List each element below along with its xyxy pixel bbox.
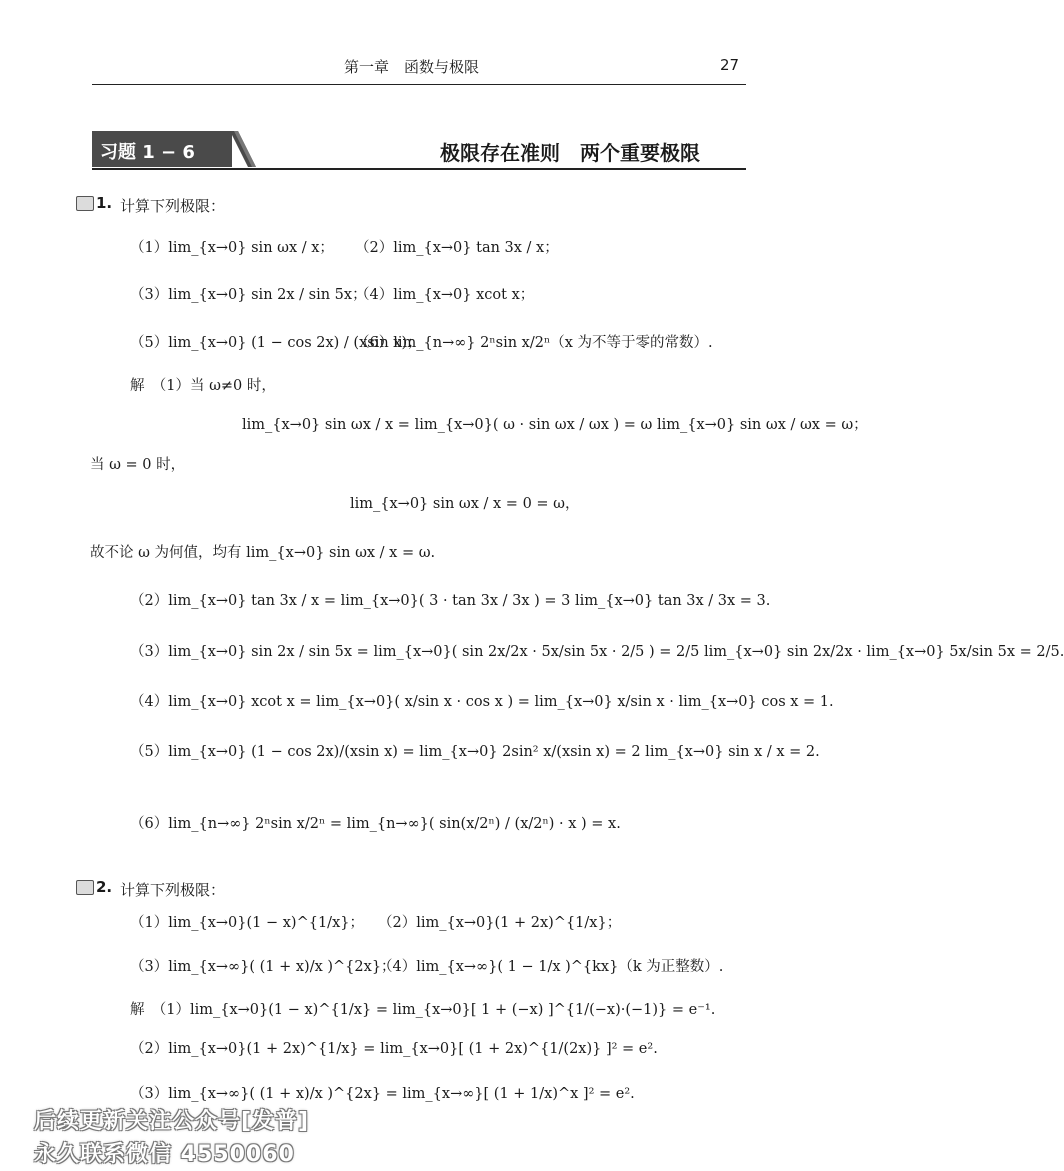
p2-solution-2: （2）lim_{x→0}(1 + 2x)^{1/x} = lim_{x→0}[ (1 + 2x)^{1/(2x)} ]² = e². — [130, 1041, 658, 1057]
question-icon — [76, 880, 94, 895]
p1-item-2: （2）lim_{x→0} tan 3x / x； — [355, 240, 559, 256]
watermark-line-1: 后续更新关注公众号[发普] — [34, 1109, 310, 1134]
p2-item-3: （3）lim_{x→∞}( (1 + x)/x )^{2x}； — [130, 959, 396, 975]
p1-solution-intro: 解 （1）当 ω≠0 时， — [130, 378, 276, 394]
p1-solution-4: （4）lim_{x→0} xcot x = lim_{x→0}( x/sin x · cos x ) = lim_{x→0} x/sin x · lim_{x→0} cos x = 1. — [130, 694, 834, 710]
p1-solution-3: （3）lim_{x→0} sin 2x / sin 5x = lim_{x→0}( sin 2x/2x · 5x/sin 5x · 2/5 ) = 2/5 lim_{x→0} sin 2x/2x · lim_{x→0} 5x/sin 5x = 2/5. — [130, 644, 1064, 660]
p1-solution-line-1: lim_{x→0} sin ωx / x = lim_{x→0}( ω · sin ωx / ωx ) = ω lim_{x→0} sin ωx / ωx = ω； — [242, 417, 868, 433]
p1-item-4: （4）lim_{x→0} xcot x； — [355, 287, 535, 303]
page-number: 27 — [720, 56, 740, 74]
chapter-header: 第一章 函数与极限 — [344, 58, 480, 76]
problem-1-number: 1. — [96, 194, 113, 212]
p1-solution-conclusion: 故不论 ω 为何值，均有 lim_{x→0} sin ωx / x = ω. — [90, 545, 436, 561]
problem-1-prompt: 计算下列极限： — [120, 197, 226, 215]
p1-item-5: （5）lim_{x→0} (1 − cos 2x) / (xsin x)； — [130, 335, 422, 351]
p2-solution-1: 解 （1）lim_{x→0}(1 − x)^{1/x} = lim_{x→0}[ 1 + (−x) ]^{1/(−x)·(−1)} = e⁻¹. — [130, 1002, 716, 1018]
p2-item-1: （1）lim_{x→0}(1 − x)^{1/x}； — [130, 915, 364, 931]
p1-item-6: （6）lim_{n→∞} 2ⁿsin x/2ⁿ（x 为不等于零的常数）. — [355, 335, 713, 351]
problem-2-prompt: 计算下列极限： — [120, 881, 226, 899]
p1-solution-6: （6）lim_{n→∞} 2ⁿsin x/2ⁿ = lim_{n→∞}( sin(x/2ⁿ) / (x/2ⁿ) · x ) = x. — [130, 816, 621, 832]
section-rule — [92, 168, 746, 170]
header-rule — [92, 84, 746, 85]
p1-solution-2: （2）lim_{x→0} tan 3x / x = lim_{x→0}( 3 · tan 3x / 3x ) = 3 lim_{x→0} tan 3x / 3x = 3. — [130, 593, 771, 609]
section-title: 极限存在准则 两个重要极限 — [440, 141, 700, 165]
watermark-line-2: 永久联系微信 4550060 — [34, 1142, 295, 1167]
banner-stripes — [230, 131, 260, 167]
question-icon — [76, 196, 94, 211]
p2-item-4: （4）lim_{x→∞}( 1 − 1/x )^{kx}（k 为正整数）. — [378, 959, 724, 975]
p1-solution-case-text: 当 ω = 0 时， — [90, 457, 186, 473]
section-label: 习题 1 − 6 — [100, 142, 195, 163]
p1-solution-5: （5）lim_{x→0} (1 − cos 2x)/(xsin x) = lim_{x→0} 2sin² x/(xsin x) = 2 lim_{x→0} sin x / x = 2. — [130, 744, 820, 760]
p1-solution-line-2: lim_{x→0} sin ωx / x = 0 = ω， — [350, 496, 580, 512]
p1-item-1: （1）lim_{x→0} sin ωx / x； — [130, 240, 334, 256]
problem-2-number: 2. — [96, 878, 113, 896]
p2-item-2: （2）lim_{x→0}(1 + 2x)^{1/x}； — [378, 915, 622, 931]
p2-solution-3: （3）lim_{x→∞}( (1 + x)/x )^{2x} = lim_{x→∞}[ (1 + 1/x)^x ]² = e². — [130, 1086, 635, 1102]
p1-item-3: （3）lim_{x→0} sin 2x / sin 5x； — [130, 287, 367, 303]
